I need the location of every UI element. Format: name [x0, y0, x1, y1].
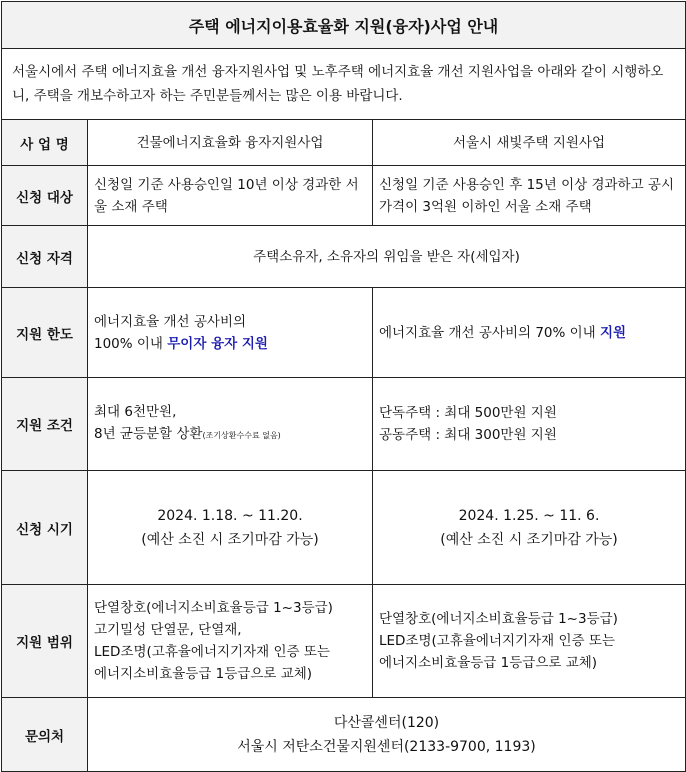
target-row: [2, 166, 686, 226]
limit-col2-highlight: 지원: [600, 324, 627, 341]
qualification-label: 신청 자격: [2, 226, 88, 288]
conditions-col2-line2: 공동주택 : 최대 300만원 지원: [379, 427, 557, 443]
limit-col1-highlight: 무이자 융자 지원: [167, 335, 268, 352]
scope-col2-line3: 에너지소비효율등급 1등급으로 교체): [379, 655, 598, 671]
period-col1-note: (예산 소진 시 조기마감 가능): [141, 531, 319, 548]
target-label: 신청 대상: [2, 166, 88, 226]
contact-label: 문의처: [2, 698, 88, 772]
period-label: 신청 시기: [2, 471, 88, 585]
conditions-col1-note: (조기상환수수료 없음): [202, 431, 281, 440]
scope-col1: [88, 585, 373, 698]
limit-col1-prefix: 100% 이내: [94, 335, 168, 352]
notice-table: [1, 1, 686, 772]
contact-row: [2, 698, 686, 772]
period-col2-note: (예산 소진 시 조기마감 가능): [440, 531, 618, 548]
document-title: 주택 에너지이용효율화 지원(융자)사업 안내: [2, 2, 686, 49]
period-col2-dates: 2024. 1.25. ~ 11. 6.: [458, 507, 600, 524]
conditions-col1-line1: 최대 6천만원,: [94, 404, 177, 420]
conditions-col2-line1: 단독주택 : 최대 500만원 지원: [379, 405, 557, 421]
limit-col1-line2: [94, 333, 366, 355]
conditions-col2: [373, 378, 686, 471]
scope-col2: [373, 585, 686, 698]
limit-col1: [88, 288, 373, 378]
limit-col1-line1: 에너지효율 개선 공사비의: [94, 313, 247, 330]
period-col1: [88, 471, 373, 585]
program-row: [2, 120, 686, 166]
conditions-col1: [88, 378, 373, 471]
scope-col1-line4: 에너지소비효율등급 1등급으로 교체): [94, 666, 313, 682]
target-col2: 신청일 기준 사용승인 후 15년 이상 경과하고 공시가격이 3억원 이하인 서울 소재 주택: [373, 166, 686, 226]
scope-col2-line2: LED조명(고휴율에너지기자재 인증 또는: [379, 633, 615, 649]
period-col2: [373, 471, 686, 585]
notice-document: [1, 1, 685, 772]
scope-col1-line3: LED조명(고휴율에너지기자재 인증 또는: [94, 644, 330, 660]
conditions-col1-repay: 8년 균등분할 상환: [94, 426, 203, 442]
conditions-label: 지원 조건: [2, 378, 88, 471]
contact-line2: 서울시 저탄소건물지원센터(2133-9700, 1193): [237, 738, 536, 755]
program-col1: 건물에너지효율화 융자지원사업: [88, 120, 373, 166]
scope-col1-line2: 고기밀성 단열문, 단열재,: [94, 622, 242, 638]
limit-row: [2, 288, 686, 378]
contact-value: [88, 698, 686, 772]
conditions-col1-line2: [94, 423, 366, 447]
scope-col2-line1: 단열창호(에너지소비효율등급 1~3등급): [379, 611, 618, 627]
qualification-value: 주택소유자, 소유자의 위임을 받은 자(세입자): [88, 226, 686, 288]
limit-label: 지원 한도: [2, 288, 88, 378]
contact-line1: 다산콜센터(120): [333, 714, 440, 731]
limit-col2-prefix: 에너지효율 개선 공사비의 70% 이내: [379, 324, 600, 341]
conditions-row: [2, 378, 686, 471]
period-row: [2, 471, 686, 585]
scope-row: [2, 585, 686, 698]
program-col2: 서울시 새빛주택 지원사업: [373, 120, 686, 166]
scope-col1-line1: 단열창호(에너지소비효율등급 1~3등급): [94, 600, 333, 616]
period-col1-dates: 2024. 1.18. ~ 11.20.: [157, 507, 303, 524]
program-label: 사 업 명: [2, 120, 88, 166]
qualification-row: [2, 226, 686, 288]
scope-label: 지원 범위: [2, 585, 88, 698]
target-col1: 신청일 기준 사용승인일 10년 이상 경과한 서울 소재 주택: [88, 166, 373, 226]
intro-text: 서울시에서 주택 에너지효율 개선 융자지원사업 및 노후주택 에너지효율 개선 지원사업을 아래와 같이 시행하오니, 주택을 개보수하고자 하는 주민분들께서는 많은 이용 바랍니다.: [2, 49, 686, 120]
limit-col2: [373, 288, 686, 378]
